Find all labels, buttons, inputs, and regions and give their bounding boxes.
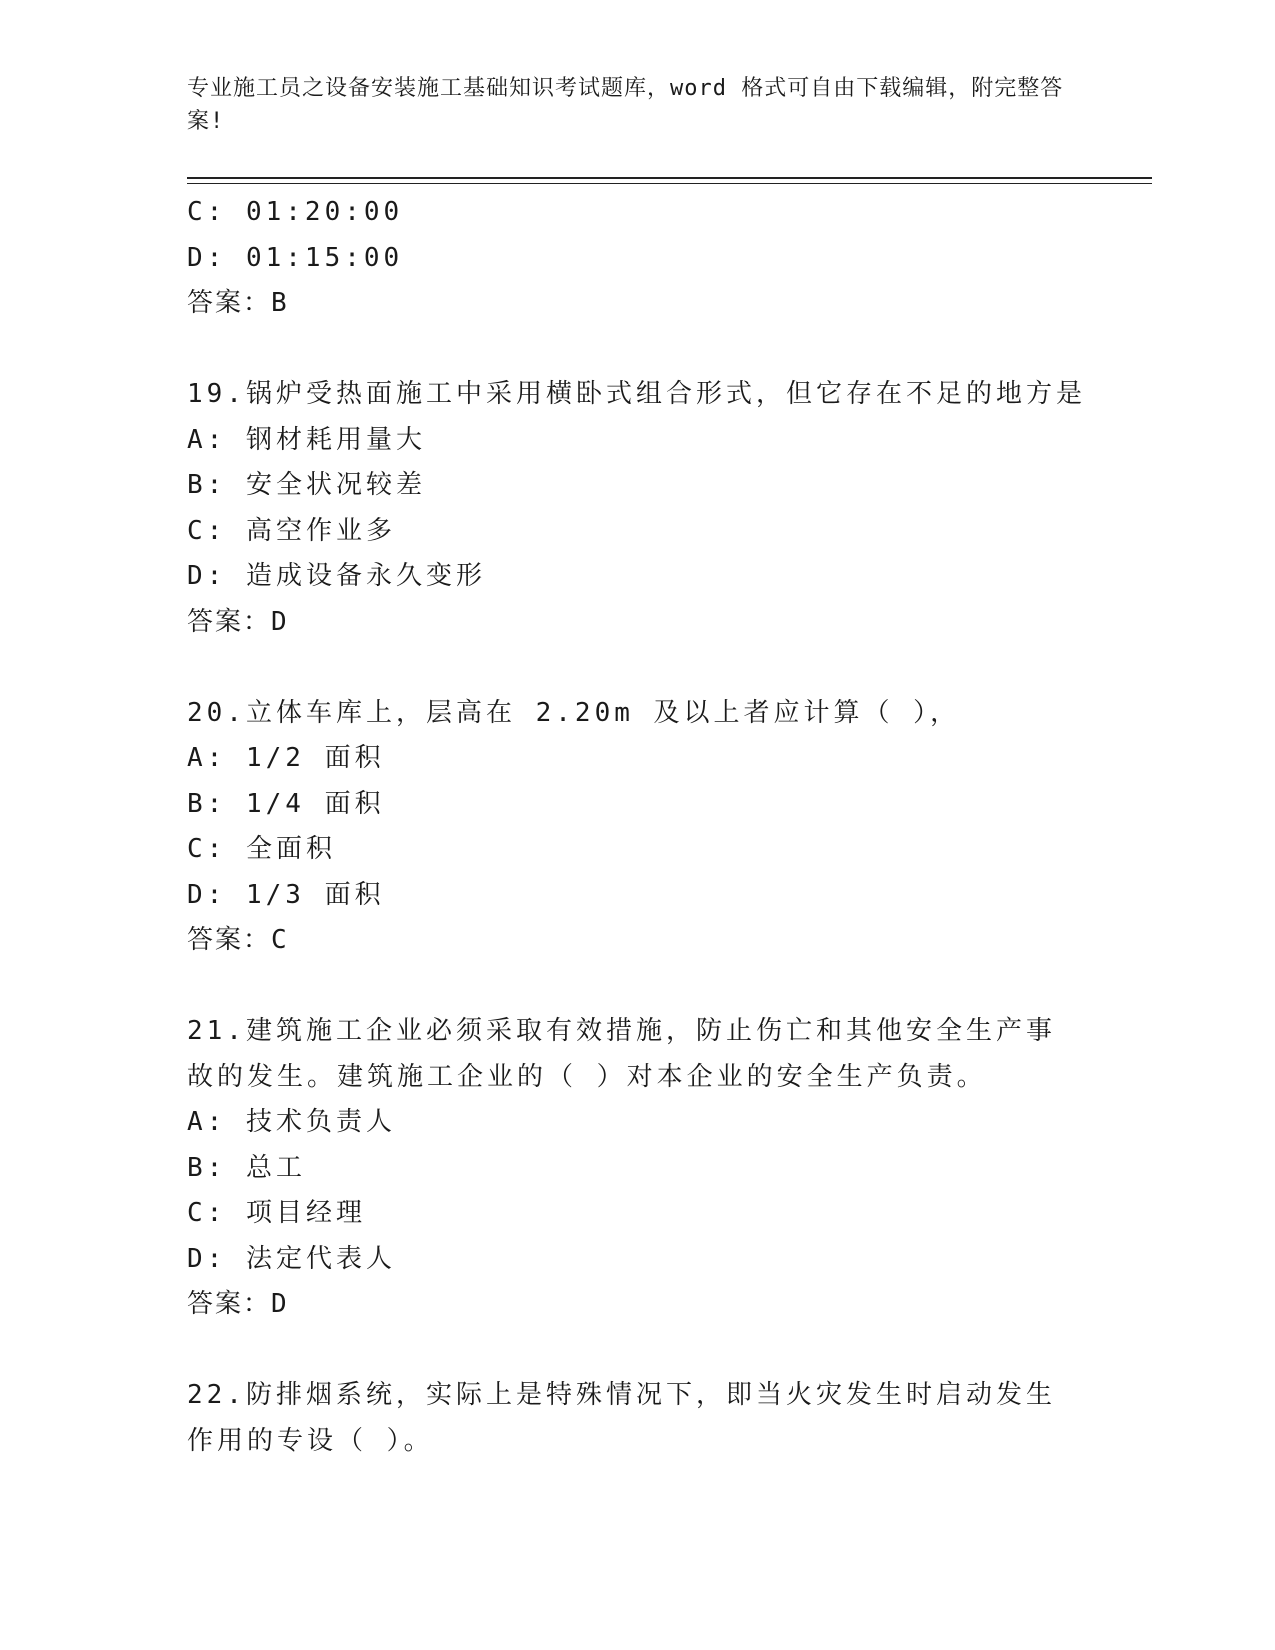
answer-line: 答案：D (187, 606, 289, 637)
option-d: D: 造成设备永久变形 (187, 561, 486, 591)
option-d: D: 1/3 面积 (187, 879, 385, 910)
answer-line: 答案：C (187, 925, 289, 955)
answer-line: 答案：B (187, 288, 289, 318)
spacer (187, 964, 1067, 1010)
option-a: A: 1/2 面积 (187, 743, 385, 773)
option-c: C: 项目经理 (187, 1198, 366, 1228)
question-22 (187, 1373, 1067, 1464)
question-text: 22.防排烟系统，实际上是特殊情况下，即当火灾发生时启动发生作用的专设（ ）。 (187, 1380, 1056, 1456)
option-d: D: 法定代表人 (187, 1243, 396, 1274)
question-21 (187, 1009, 1067, 1328)
option-a: A: 技术负责人 (187, 1107, 396, 1137)
option-c: C: 全面积 (187, 834, 336, 864)
question-text: 20.立体车库上，层高在 2.20m 及以上者应计算（ ）， (187, 697, 961, 728)
header-divider-thin (187, 183, 1152, 184)
spacer (187, 327, 1067, 373)
question-19 (187, 372, 1086, 645)
answer-line: 答案：D (187, 1289, 289, 1319)
option-b: B: 总工 (187, 1152, 306, 1183)
question-20 (187, 691, 1067, 964)
option-c: C: 01:20:00 (187, 197, 404, 227)
option-b: B: 1/4 面积 (187, 788, 385, 819)
continued-question (187, 190, 1067, 327)
spacer (187, 645, 1067, 691)
option-d: D: 01:15:00 (187, 242, 404, 273)
document-body (187, 190, 1086, 1464)
option-b: B: 安全状况较差 (187, 470, 426, 500)
question-text: 19.锅炉受热面施工中采用横卧式组合形式，但它存在不足的地方是 (187, 379, 1086, 409)
question-text: 21.建筑施工企业必须采取有效措施，防止伤亡和其他安全生产事故的发生。建筑施工企业的（ ）对本企业的安全生产负责。 (187, 1016, 1056, 1092)
spacer (187, 1328, 1067, 1374)
option-c: C: 高空作业多 (187, 515, 396, 546)
option-a: A: 钢材耗用量大 (187, 424, 426, 455)
page-header: 专业施工员之设备安装施工基础知识考试题库，word 格式可自由下载编辑，附完整答案! (187, 76, 1064, 134)
header-divider-thick (187, 177, 1152, 179)
